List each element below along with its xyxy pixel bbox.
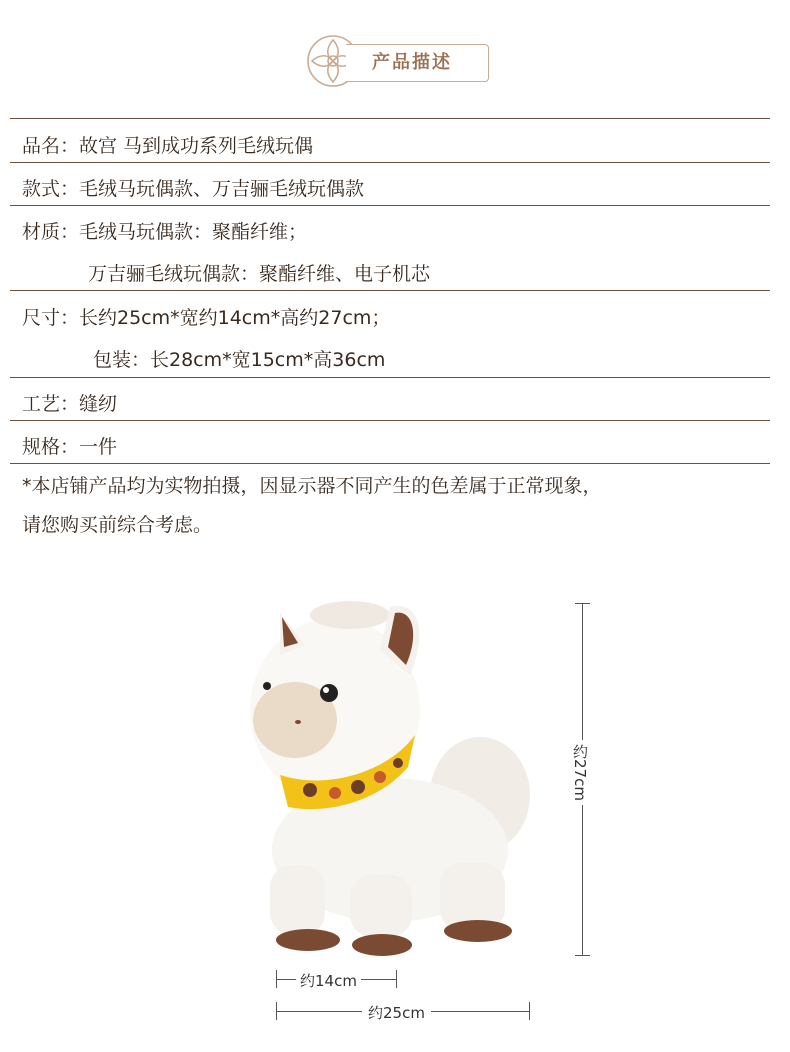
height-tick-bottom: [575, 955, 590, 956]
section-title: 产品描述: [372, 52, 452, 73]
section-header: [0, 28, 790, 92]
spec-material-2: 万吉骊毛绒玩偶款：聚酯纤维、电子机芯: [88, 263, 431, 285]
divider: [10, 118, 770, 119]
spec-craft: 工艺：缝纫: [22, 393, 118, 415]
spec-material-1: 材质：毛绒马玩偶款：聚酯纤维；: [22, 221, 308, 243]
spec-style: 款式：毛绒马玩偶款、万吉骊毛绒玩偶款: [22, 178, 365, 200]
plush-horse-image: [240, 595, 540, 965]
divider: [10, 290, 770, 291]
width-tick-right: [396, 970, 397, 988]
divider: [10, 463, 770, 464]
width-label: 约14cm: [296, 970, 361, 991]
length-label: 约25cm: [362, 1002, 431, 1023]
divider: [10, 205, 770, 206]
disclaimer-line-2: 请您购买前综合考虑。: [22, 514, 213, 536]
spec-size-1: 尺寸：长约25cm*宽约14cm*高约27cm；: [22, 307, 391, 329]
divider: [10, 377, 770, 378]
spec-quantity: 规格：一件: [22, 436, 118, 458]
height-tick-top: [575, 603, 590, 604]
disclaimer-line-1: *本店铺产品均为实物拍摄，因显示器不同产生的色差属于正常现象，: [22, 475, 602, 497]
spec-name: 品名：故宫 马到成功系列毛绒玩偶: [22, 135, 314, 157]
height-label: 约27cm: [570, 740, 591, 805]
length-tick-right: [529, 1002, 530, 1020]
divider: [10, 420, 770, 421]
spec-size-2: 包装：长28cm*宽15cm*高36cm: [93, 349, 386, 371]
divider: [10, 162, 770, 163]
